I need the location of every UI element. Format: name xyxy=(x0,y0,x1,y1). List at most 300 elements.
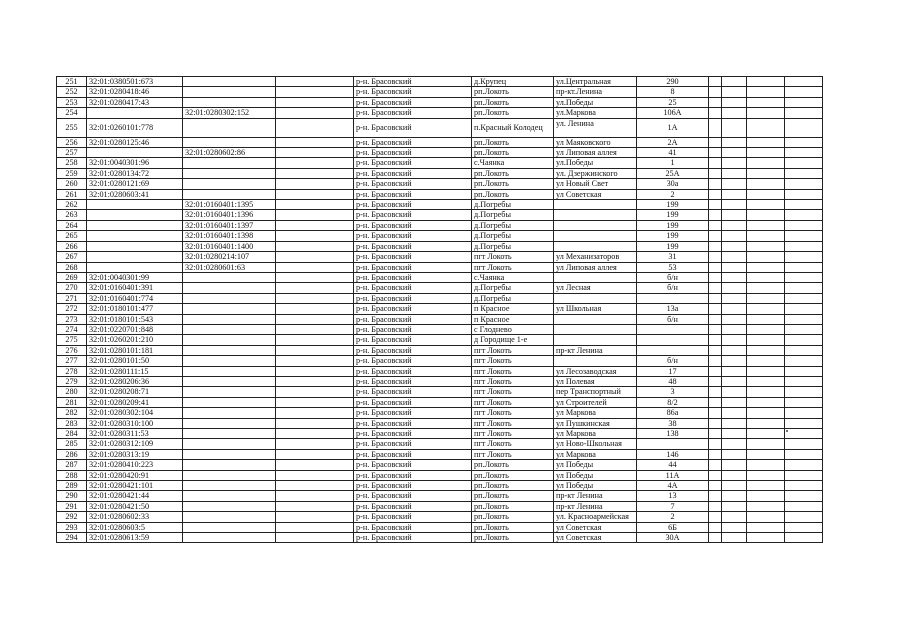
empty-cell xyxy=(276,481,354,491)
row-number: 283 xyxy=(57,418,87,428)
row-number: 284 xyxy=(57,429,87,439)
property-registry-table xyxy=(56,76,823,543)
settlement-cell: рп.Локоть xyxy=(472,491,554,501)
house-number-cell: 2 xyxy=(637,189,709,199)
cadastral-number-alt xyxy=(183,356,276,366)
empty-cell xyxy=(276,491,354,501)
cadastral-number-alt xyxy=(183,460,276,470)
empty-cell xyxy=(785,533,823,543)
settlement-cell: д.Погребы xyxy=(472,241,554,251)
empty-cell xyxy=(747,77,785,87)
settlement-cell: д Городище 1-е xyxy=(472,335,554,345)
empty-cell xyxy=(785,148,823,158)
empty-cell xyxy=(722,397,747,407)
settlement-cell: пгт Локоть xyxy=(472,418,554,428)
empty-cell xyxy=(276,262,354,272)
cadastral-number-alt xyxy=(183,449,276,459)
row-number: 289 xyxy=(57,481,87,491)
empty-cell xyxy=(709,210,722,220)
street-cell xyxy=(554,324,637,334)
region-cell: р-н. Брасовский xyxy=(354,376,472,386)
empty-cell xyxy=(709,408,722,418)
empty-cell xyxy=(785,118,823,137)
row-number: 252 xyxy=(57,87,87,97)
street-cell: пер Транспортный xyxy=(554,387,637,397)
cadastral-number: 32:01:0280313:19 xyxy=(87,449,183,459)
region-cell: р-н. Брасовский xyxy=(354,97,472,107)
cadastral-number xyxy=(87,210,183,220)
empty-cell xyxy=(747,189,785,199)
row-number: 260 xyxy=(57,179,87,189)
street-cell xyxy=(554,335,637,345)
cadastral-number-alt xyxy=(183,429,276,439)
empty-cell xyxy=(785,179,823,189)
table-row xyxy=(57,418,823,428)
settlement-cell: с Глоднево xyxy=(472,324,554,334)
region-cell: р-н. Брасовский xyxy=(354,429,472,439)
empty-cell xyxy=(276,470,354,480)
row-number: 278 xyxy=(57,366,87,376)
house-number-cell: б/н xyxy=(637,356,709,366)
region-cell: р-н. Брасовский xyxy=(354,304,472,314)
region-cell: р-н. Брасовский xyxy=(354,481,472,491)
cadastral-number-alt xyxy=(183,491,276,501)
empty-cell xyxy=(276,314,354,324)
empty-cell xyxy=(709,418,722,428)
region-cell: р-н. Брасовский xyxy=(354,148,472,158)
empty-cell xyxy=(722,87,747,97)
table-row xyxy=(57,335,823,345)
cadastral-number: 32:01:0260101:778 xyxy=(87,118,183,137)
empty-cell xyxy=(276,87,354,97)
empty-cell xyxy=(276,429,354,439)
house-number-cell: 106А xyxy=(637,108,709,118)
empty-cell xyxy=(785,252,823,262)
cadastral-number: 32:01:0280134:72 xyxy=(87,168,183,178)
empty-cell xyxy=(722,200,747,210)
street-cell: ул.Победы xyxy=(554,158,637,168)
row-number: 274 xyxy=(57,324,87,334)
cadastral-number: 32:01:0280121:69 xyxy=(87,179,183,189)
empty-cell xyxy=(747,356,785,366)
settlement-cell: д.Погребы xyxy=(472,231,554,241)
street-cell: ул Победы xyxy=(554,481,637,491)
cadastral-number: 32:01:0280417:43 xyxy=(87,97,183,107)
empty-cell xyxy=(276,231,354,241)
table-row xyxy=(57,210,823,220)
empty-cell xyxy=(722,262,747,272)
empty-cell xyxy=(747,397,785,407)
empty-cell xyxy=(722,387,747,397)
settlement-cell: пгт Локоть xyxy=(472,429,554,439)
cadastral-number-alt xyxy=(183,293,276,303)
empty-cell xyxy=(709,137,722,147)
cadastral-number: 32:01:0280310:100 xyxy=(87,418,183,428)
row-number: 275 xyxy=(57,335,87,345)
region-cell: р-н. Брасовский xyxy=(354,345,472,355)
empty-cell xyxy=(709,522,722,532)
empty-cell xyxy=(276,512,354,522)
empty-cell xyxy=(709,118,722,137)
table-row xyxy=(57,108,823,118)
region-cell: р-н. Брасовский xyxy=(354,314,472,324)
empty-cell xyxy=(722,429,747,439)
empty-cell xyxy=(747,449,785,459)
empty-cell xyxy=(276,272,354,282)
cadastral-number-alt xyxy=(183,97,276,107)
cadastral-number-alt xyxy=(183,158,276,168)
cadastral-number: 32:01:0280613:59 xyxy=(87,533,183,543)
cadastral-number-alt xyxy=(183,168,276,178)
region-cell: р-н. Брасовский xyxy=(354,449,472,459)
row-number: 267 xyxy=(57,252,87,262)
house-number-cell: 13а xyxy=(637,304,709,314)
cadastral-number-alt: 32:01:0160401:1400 xyxy=(183,241,276,251)
table-row xyxy=(57,118,823,137)
settlement-cell: п.Красный Колодец xyxy=(472,118,554,137)
cadastral-number: 32:01:0280208:71 xyxy=(87,387,183,397)
cadastral-number: 32:01:0280421:50 xyxy=(87,501,183,511)
empty-cell xyxy=(722,408,747,418)
region-cell: р-н. Брасовский xyxy=(354,408,472,418)
empty-cell xyxy=(785,262,823,272)
empty-cell xyxy=(276,220,354,230)
empty-cell xyxy=(722,231,747,241)
empty-cell xyxy=(276,168,354,178)
empty-cell xyxy=(276,533,354,543)
house-number-cell: 1 xyxy=(637,158,709,168)
house-number-cell: 4А xyxy=(637,481,709,491)
settlement-cell: рп.Локоть xyxy=(472,460,554,470)
table-row xyxy=(57,148,823,158)
settlement-cell: рп.Локоть xyxy=(472,168,554,178)
empty-cell xyxy=(785,418,823,428)
table-row xyxy=(57,449,823,459)
settlement-cell: рп.Локоть xyxy=(472,148,554,158)
empty-cell xyxy=(709,491,722,501)
cadastral-number xyxy=(87,262,183,272)
empty-cell xyxy=(785,376,823,386)
cadastral-number-alt xyxy=(183,314,276,324)
empty-cell xyxy=(722,210,747,220)
empty-cell xyxy=(709,148,722,158)
table-row xyxy=(57,387,823,397)
row-number: 286 xyxy=(57,449,87,459)
cadastral-number-alt xyxy=(183,137,276,147)
street-cell: пр-кт Ленина xyxy=(554,345,637,355)
empty-cell xyxy=(722,148,747,158)
empty-cell xyxy=(709,108,722,118)
house-number-cell: 2 xyxy=(637,512,709,522)
cadastral-number-alt xyxy=(183,324,276,334)
settlement-cell: пгт Локоть xyxy=(472,387,554,397)
cadastral-number-alt xyxy=(183,77,276,87)
empty-cell xyxy=(722,522,747,532)
empty-cell xyxy=(709,293,722,303)
empty-cell xyxy=(709,231,722,241)
empty-cell xyxy=(276,97,354,107)
street-cell: пр-кт.Ленина xyxy=(554,87,637,97)
cadastral-number-alt xyxy=(183,118,276,137)
empty-cell xyxy=(785,449,823,459)
region-cell: р-н. Брасовский xyxy=(354,77,472,87)
house-number-cell xyxy=(637,324,709,334)
empty-cell xyxy=(709,366,722,376)
empty-cell xyxy=(747,512,785,522)
empty-cell xyxy=(709,158,722,168)
street-cell: ул Советская xyxy=(554,189,637,199)
table-row xyxy=(57,179,823,189)
region-cell: р-н. Брасовский xyxy=(354,252,472,262)
row-number: 262 xyxy=(57,200,87,210)
house-number-cell: 1А xyxy=(637,118,709,137)
house-number-cell: 53 xyxy=(637,262,709,272)
house-number-cell: б/н xyxy=(637,272,709,282)
empty-cell xyxy=(785,108,823,118)
house-number-cell xyxy=(637,439,709,449)
empty-cell xyxy=(709,241,722,251)
table-row xyxy=(57,314,823,324)
street-cell: ул Липовая аллея xyxy=(554,148,637,158)
empty-cell xyxy=(722,470,747,480)
region-cell: р-н. Брасовский xyxy=(354,512,472,522)
region-cell: р-н. Брасовский xyxy=(354,470,472,480)
street-cell xyxy=(554,272,637,282)
cadastral-number-alt: 32:01:0160401:1398 xyxy=(183,231,276,241)
settlement-cell: рп.Локоть xyxy=(472,533,554,543)
street-cell: ул Победы xyxy=(554,470,637,480)
house-number-cell: 7 xyxy=(637,501,709,511)
cadastral-number-alt xyxy=(183,481,276,491)
region-cell: р-н. Брасовский xyxy=(354,501,472,511)
empty-cell xyxy=(785,491,823,501)
region-cell: р-н. Брасовский xyxy=(354,241,472,251)
empty-cell xyxy=(785,366,823,376)
region-cell: р-н. Брасовский xyxy=(354,158,472,168)
empty-cell xyxy=(709,324,722,334)
settlement-cell: пгт Локоть xyxy=(472,376,554,386)
cadastral-number-alt xyxy=(183,345,276,355)
house-number-cell: 199 xyxy=(637,241,709,251)
cadastral-number: 32:01:0280111:15 xyxy=(87,366,183,376)
street-cell: ул.Маркова xyxy=(554,108,637,118)
empty-cell xyxy=(722,168,747,178)
empty-cell xyxy=(785,241,823,251)
house-number-cell: 30а xyxy=(637,179,709,189)
settlement-cell: д.Погребы xyxy=(472,200,554,210)
row-number: 276 xyxy=(57,345,87,355)
empty-cell xyxy=(747,439,785,449)
row-number: 287 xyxy=(57,460,87,470)
row-number: 273 xyxy=(57,314,87,324)
empty-cell xyxy=(722,314,747,324)
row-number: 268 xyxy=(57,262,87,272)
cadastral-number-alt xyxy=(183,501,276,511)
house-number-cell: 199 xyxy=(637,231,709,241)
street-cell: ул Школьная xyxy=(554,304,637,314)
empty-cell xyxy=(785,460,823,470)
empty-cell xyxy=(276,179,354,189)
empty-cell xyxy=(709,252,722,262)
empty-cell xyxy=(722,376,747,386)
settlement-cell: рп.Локоть xyxy=(472,87,554,97)
empty-cell xyxy=(785,397,823,407)
street-cell: ул.Победы xyxy=(554,97,637,107)
empty-cell xyxy=(722,335,747,345)
empty-cell xyxy=(722,158,747,168)
empty-cell xyxy=(722,137,747,147)
region-cell: р-н. Брасовский xyxy=(354,387,472,397)
settlement-cell: пгт Локоть xyxy=(472,252,554,262)
empty-cell xyxy=(747,210,785,220)
table-row xyxy=(57,252,823,262)
row-number: 255 xyxy=(57,118,87,137)
empty-cell xyxy=(276,241,354,251)
empty-cell xyxy=(276,387,354,397)
empty-cell xyxy=(722,118,747,137)
empty-cell xyxy=(785,314,823,324)
empty-cell xyxy=(276,366,354,376)
settlement-cell: д.Погребы xyxy=(472,293,554,303)
cadastral-number: 32:01:0280603:41 xyxy=(87,189,183,199)
row-number: 290 xyxy=(57,491,87,501)
house-number-cell: 13 xyxy=(637,491,709,501)
empty-cell xyxy=(785,429,823,439)
empty-cell xyxy=(785,137,823,147)
empty-cell xyxy=(709,77,722,87)
empty-cell xyxy=(747,324,785,334)
settlement-cell: с.Чаянка xyxy=(472,158,554,168)
empty-cell xyxy=(709,168,722,178)
empty-cell xyxy=(276,293,354,303)
empty-cell xyxy=(722,108,747,118)
house-number-cell: 38 xyxy=(637,418,709,428)
table-row xyxy=(57,262,823,272)
empty-cell xyxy=(722,356,747,366)
empty-cell xyxy=(276,397,354,407)
cadastral-number: 32:01:0280602:33 xyxy=(87,512,183,522)
row-number: 292 xyxy=(57,512,87,522)
row-number: 281 xyxy=(57,397,87,407)
empty-cell xyxy=(785,200,823,210)
street-cell xyxy=(554,231,637,241)
cadastral-number xyxy=(87,148,183,158)
street-cell xyxy=(554,200,637,210)
region-cell: р-н. Брасовский xyxy=(354,533,472,543)
house-number-cell: б/н xyxy=(637,283,709,293)
empty-cell xyxy=(785,345,823,355)
cadastral-number xyxy=(87,241,183,251)
cadastral-number: 32:01:0280101:181 xyxy=(87,345,183,355)
table-row xyxy=(57,283,823,293)
empty-cell xyxy=(785,522,823,532)
cadastral-number-alt: 32:01:0280302:152 xyxy=(183,108,276,118)
house-number-cell: 31 xyxy=(637,252,709,262)
empty-cell xyxy=(722,460,747,470)
row-number: 258 xyxy=(57,158,87,168)
empty-cell xyxy=(747,533,785,543)
region-cell: р-н. Брасовский xyxy=(354,200,472,210)
cadastral-number: 32:01:0280125:46 xyxy=(87,137,183,147)
empty-cell xyxy=(722,77,747,87)
settlement-cell: рп.Локоть xyxy=(472,97,554,107)
empty-cell xyxy=(722,491,747,501)
house-number-cell: 48 xyxy=(637,376,709,386)
empty-cell xyxy=(785,356,823,366)
cadastral-number-alt xyxy=(183,272,276,282)
empty-cell xyxy=(709,449,722,459)
cadastral-number xyxy=(87,252,183,262)
house-number-cell: 25 xyxy=(637,97,709,107)
empty-cell xyxy=(709,314,722,324)
empty-cell xyxy=(722,272,747,282)
empty-cell xyxy=(747,491,785,501)
table-row xyxy=(57,376,823,386)
empty-cell xyxy=(785,77,823,87)
empty-cell xyxy=(722,252,747,262)
cadastral-number-alt xyxy=(183,387,276,397)
house-number-cell: 6Б xyxy=(637,522,709,532)
street-cell xyxy=(554,314,637,324)
empty-cell xyxy=(747,118,785,137)
cadastral-number-alt: 32:01:0160401:1397 xyxy=(183,220,276,230)
cadastral-number-alt xyxy=(183,189,276,199)
settlement-cell: пгт Локоть xyxy=(472,366,554,376)
row-number: 261 xyxy=(57,189,87,199)
empty-cell xyxy=(709,179,722,189)
row-number: 259 xyxy=(57,168,87,178)
table-row xyxy=(57,491,823,501)
empty-cell xyxy=(276,408,354,418)
empty-cell xyxy=(722,97,747,107)
empty-cell xyxy=(276,118,354,137)
street-cell: пр-кт Ленина xyxy=(554,501,637,511)
cadastral-number: 32:01:0280311:53 xyxy=(87,429,183,439)
settlement-cell: пгт Локоть xyxy=(472,439,554,449)
empty-cell xyxy=(709,200,722,210)
cadastral-number: 32:01:0280418:46 xyxy=(87,87,183,97)
cadastral-number: 32:01:0380501:673 xyxy=(87,77,183,87)
empty-cell xyxy=(276,449,354,459)
empty-cell xyxy=(785,470,823,480)
cadastral-number: 32:01:0160401:391 xyxy=(87,283,183,293)
table-row xyxy=(57,522,823,532)
empty-cell xyxy=(709,460,722,470)
empty-cell xyxy=(709,439,722,449)
house-number-cell: 290 xyxy=(637,77,709,87)
settlement-cell: д.Погребы xyxy=(472,220,554,230)
empty-cell xyxy=(785,293,823,303)
region-cell: р-н. Брасовский xyxy=(354,356,472,366)
empty-cell xyxy=(722,418,747,428)
house-number-cell: 17 xyxy=(637,366,709,376)
street-cell: ул Ново-Школьная xyxy=(554,439,637,449)
empty-cell xyxy=(747,283,785,293)
table-row xyxy=(57,158,823,168)
empty-cell xyxy=(709,533,722,543)
empty-cell xyxy=(785,324,823,334)
row-number: 269 xyxy=(57,272,87,282)
house-number-cell: 199 xyxy=(637,210,709,220)
region-cell: р-н. Брасовский xyxy=(354,108,472,118)
empty-cell xyxy=(747,168,785,178)
row-number: 282 xyxy=(57,408,87,418)
cadastral-number-alt: 32:01:0280601:63 xyxy=(183,262,276,272)
cadastral-number: 32:01:0180101:543 xyxy=(87,314,183,324)
row-number: 285 xyxy=(57,439,87,449)
house-number-cell: 199 xyxy=(637,200,709,210)
settlement-cell: пгт Локоть xyxy=(472,345,554,355)
